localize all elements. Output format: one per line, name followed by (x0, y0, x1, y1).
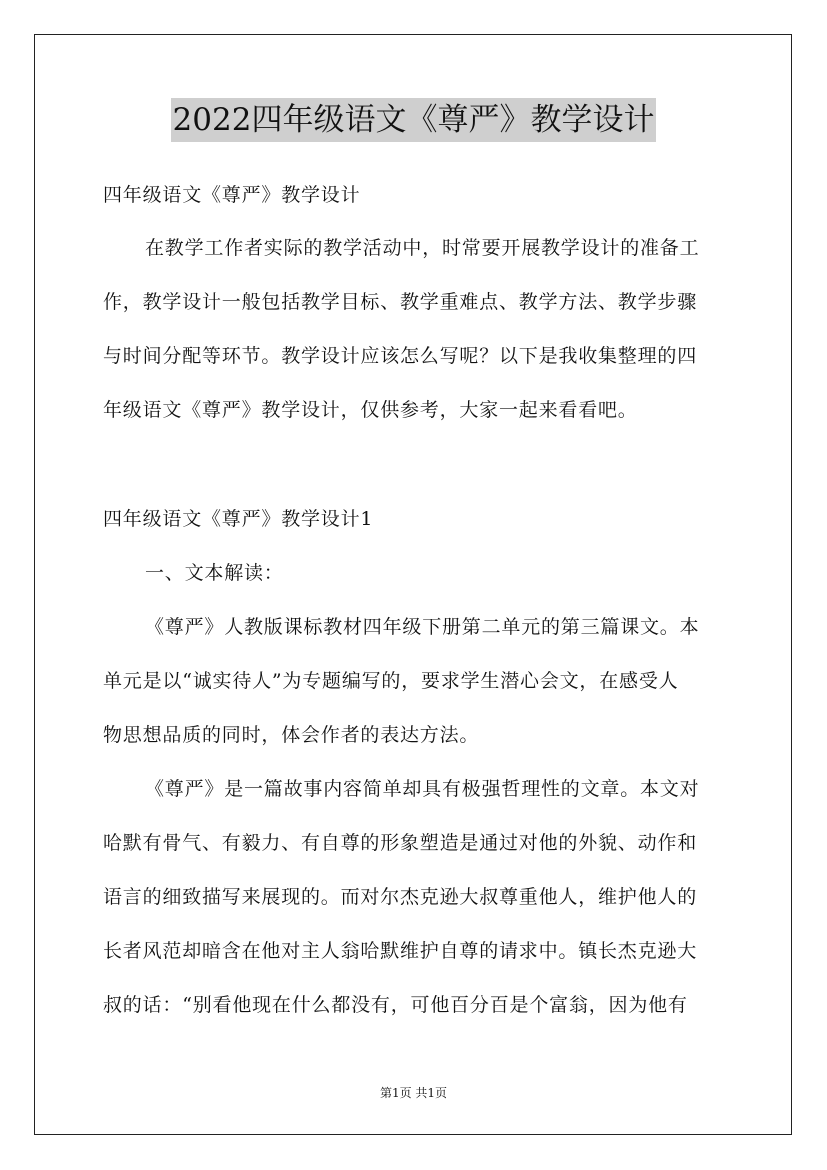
document-subtitle: 四年级语文《尊严》教学设计 (103, 184, 361, 206)
paragraph-line: 哈默有骨气、有毅力、有自尊的形象塑造是通过对他的外貌、动作和 (103, 832, 698, 854)
intro-line: 年级语文《尊严》教学设计，仅供参考，大家一起来看看吧。 (103, 399, 638, 421)
paragraph-line: 叔的话：“别看他现在什么都没有，可他百分百是个富翁，因为他有 (103, 994, 688, 1016)
intro-line: 作，教学设计一般包括教学目标、教学重难点、教学方法、教学步骤 (103, 291, 698, 313)
document-title: 2022四年级语文《尊严》教学设计 (171, 98, 657, 142)
section-subheading: 一、文本解读： (145, 562, 284, 584)
paragraph-line: 物思想品质的同时，体会作者的表达方法。 (103, 724, 480, 746)
paragraph-line: 长者风范却暗含在他对主人翁哈默维护自尊的请求中。镇长杰克逊大 (103, 940, 698, 962)
section-heading: 四年级语文《尊严》教学设计1 (103, 508, 374, 530)
paragraph-line: 《尊严》是一篇故事内容简单却具有极强哲理性的文章。本文对 (145, 778, 700, 800)
paragraph-line: 《尊严》人教版课标教材四年级下册第二单元的第三篇课文。本 (145, 616, 700, 638)
intro-line: 与时间分配等环节。教学设计应该怎么写呢？以下是我收集整理的四 (103, 345, 698, 367)
title-container (0, 98, 827, 142)
paragraph-line: 单元是以“诚实待人”为专题编写的，要求学生潜心会文，在感受人 (103, 670, 679, 692)
paragraph-line: 语言的细致描写来展现的。而对尔杰克逊大叔尊重他人，维护他人的 (103, 886, 698, 908)
intro-line: 在教学工作者实际的教学活动中，时常要开展教学设计的准备工 (145, 237, 700, 259)
page-footer: 第1页 共1页 (379, 1086, 448, 1100)
